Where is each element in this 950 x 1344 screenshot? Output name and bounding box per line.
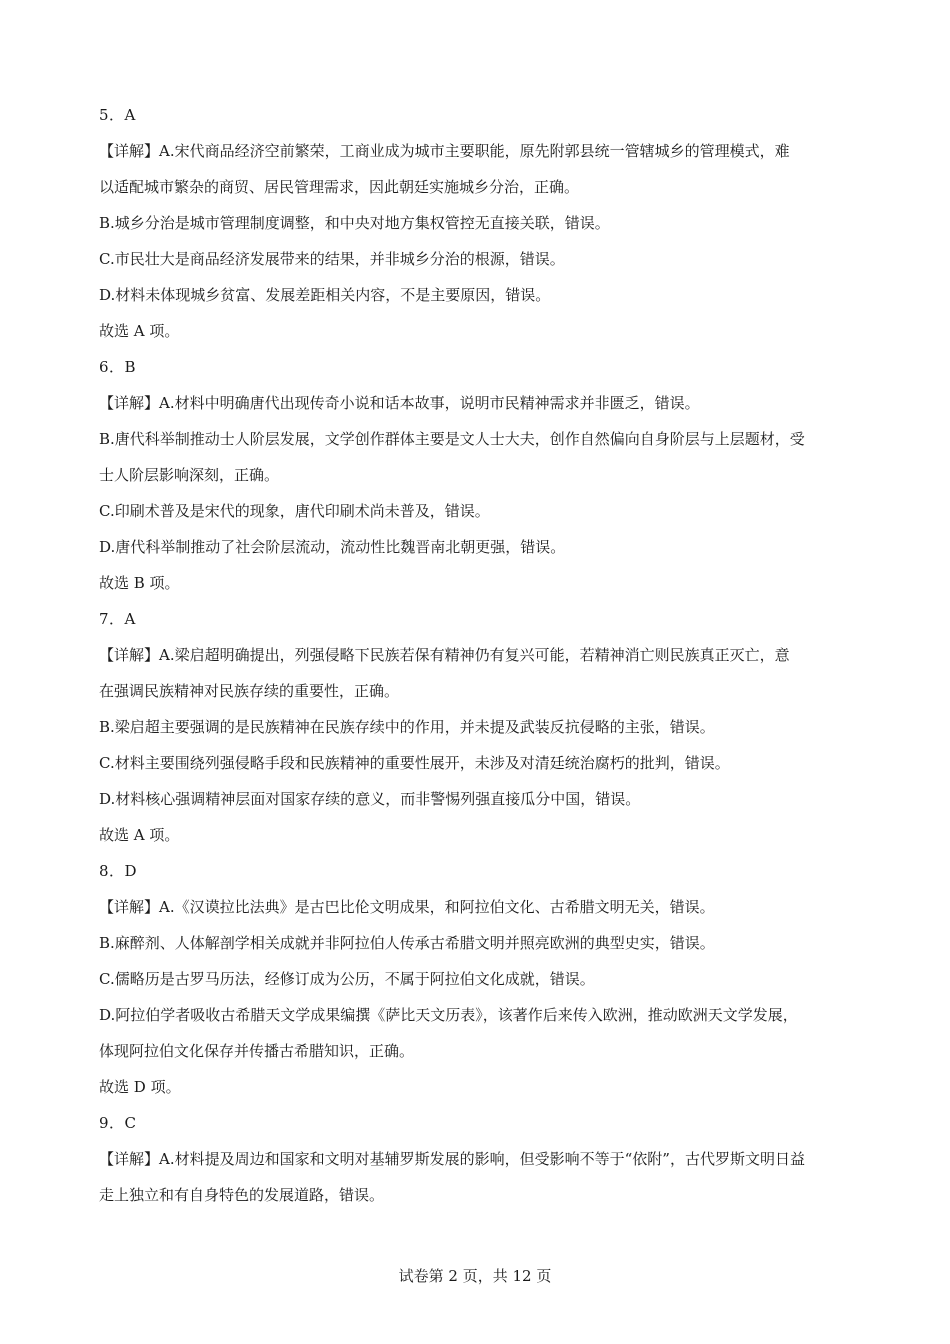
answer-text-line: D.材料未体现城乡贫富、发展差距相关内容，不是主要原因，错误。 bbox=[99, 286, 551, 304]
answer-text-line: 【详解】A.《汉谟拉比法典》是古巴比伦文明成果，和阿拉伯文化、古希腊文明无关，错误。 bbox=[99, 898, 715, 916]
document-body bbox=[99, 97, 869, 1213]
question-number: 6．B bbox=[99, 358, 137, 376]
answer-text-line: 【详解】A.梁启超明确提出，列强侵略下民族若保有精神仍有复兴可能，若精神消亡则民族真正灭亡，意 bbox=[99, 646, 790, 664]
answer-text-line: B.唐代科举制推动士人阶层发展，文学创作群体主要是文人士大夫，创作自然偏向自身阶层与上层题材，受 bbox=[99, 430, 805, 448]
answer-text-line: B.麻醉剂、人体解剖学相关成就并非阿拉伯人传承古希腊文明并照亮欧洲的典型史实，错误。 bbox=[99, 934, 715, 952]
question-number: 9．C bbox=[99, 1114, 137, 1132]
answer-text-line: 士人阶层影响深刻，正确。 bbox=[99, 466, 280, 484]
answer-text-line: D.材料核心强调精神层面对国家存续的意义，而非警惕列强直接瓜分中国，错误。 bbox=[99, 790, 641, 808]
answer-text-line: 以适配城市繁杂的商贸、居民管理需求，因此朝廷实施城乡分治，正确。 bbox=[99, 178, 580, 196]
answer-text-line: 【详解】A.宋代商品经济空前繁荣，工商业成为城市主要职能，原先附郭县统一管辖城乡的管理模式，难 bbox=[99, 142, 790, 160]
question-number: 5．A bbox=[99, 106, 136, 124]
question-number: 7．A bbox=[99, 610, 136, 628]
answer-text-line: D.唐代科举制推动了社会阶层流动，流动性比魏晋南北朝更强，错误。 bbox=[99, 538, 566, 556]
answer-text-line: 故选 B 项。 bbox=[99, 574, 180, 592]
answer-text-line: D.阿拉伯学者吸收古希腊天文学成果编撰《萨比天文历表》，该著作后来传入欧洲，推动欧洲天文学发展， bbox=[99, 1006, 798, 1024]
answer-text-line: 走上独立和有自身特色的发展道路，错误。 bbox=[99, 1186, 385, 1204]
answer-text-line: C.材料主要围绕列强侵略手段和民族精神的重要性展开，未涉及对清廷统治腐朽的批判，错误。 bbox=[99, 754, 730, 772]
answer-text-line: 体现阿拉伯文化保存并传播古希腊知识，正确。 bbox=[99, 1042, 415, 1060]
answer-text-line: 故选 A 项。 bbox=[99, 826, 180, 844]
question-number: 8．D bbox=[99, 862, 138, 880]
answer-text-line: C.儒略历是古罗马历法，经修订成为公历，不属于阿拉伯文化成就，错误。 bbox=[99, 970, 595, 988]
answer-text-line: 【详解】A.材料提及周边和国家和文明对基辅罗斯发展的影响，但受影响不等于“依附”，古代罗斯文明日益 bbox=[99, 1150, 805, 1168]
answer-text-line: 在强调民族精神对民族存续的重要性，正确。 bbox=[99, 682, 400, 700]
page-footer: 试卷第 2 页，共 12 页 bbox=[398, 1267, 552, 1285]
answer-text-line: C.市民壮大是商品经济发展带来的结果，并非城乡分治的根源，错误。 bbox=[99, 250, 565, 268]
answer-text-line: B.梁启超主要强调的是民族精神在民族存续中的作用，并未提及武装反抗侵略的主张，错误。 bbox=[99, 718, 715, 736]
answer-text-line: C.印刷术普及是宋代的现象，唐代印刷术尚未普及，错误。 bbox=[99, 502, 490, 520]
answer-text-line: B.城乡分治是城市管理制度调整，和中央对地方集权管控无直接关联，错误。 bbox=[99, 214, 610, 232]
answer-text-line: 故选 D 项。 bbox=[99, 1078, 181, 1096]
answer-text-line: 故选 A 项。 bbox=[99, 322, 180, 340]
answer-text-line: 【详解】A.材料中明确唐代出现传奇小说和话本故事，说明市民精神需求并非匮乏，错误。 bbox=[99, 394, 700, 412]
